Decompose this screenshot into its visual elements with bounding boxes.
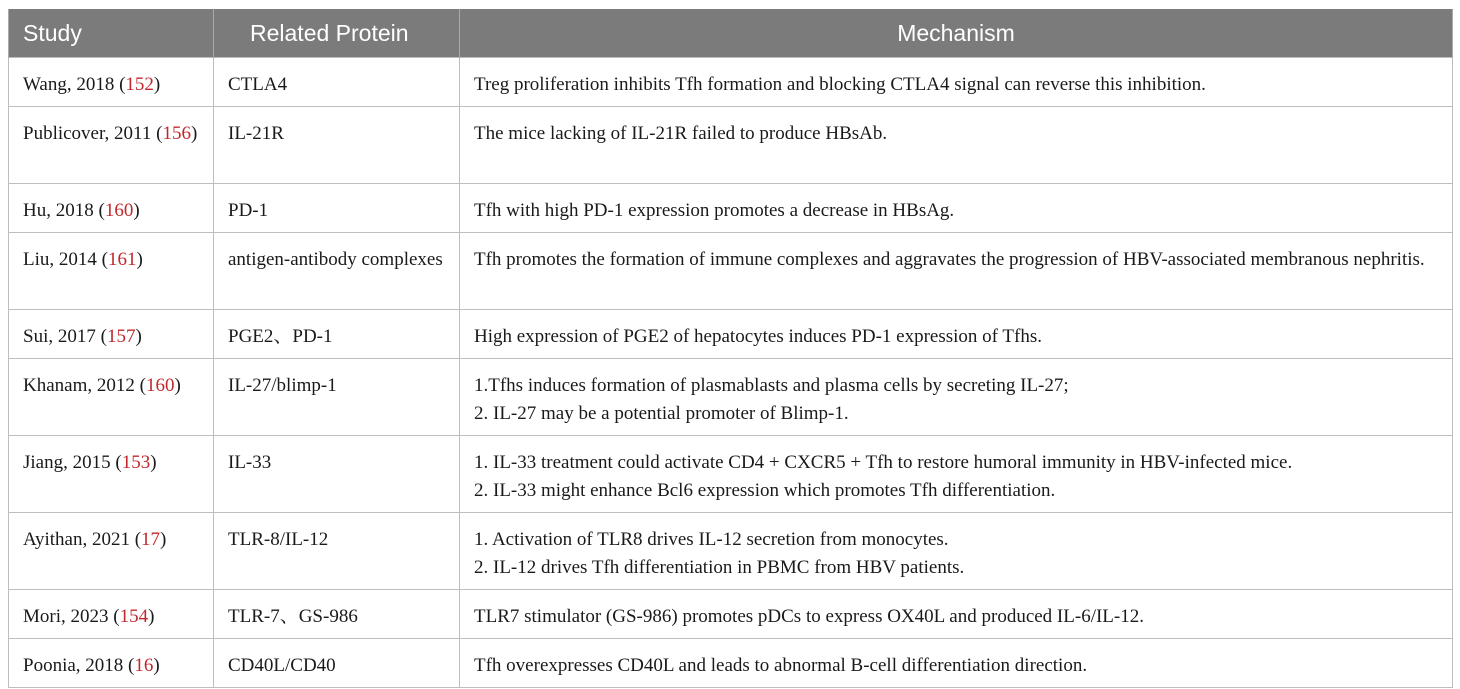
mechanism-line: 2. IL-33 might enhance Bcl6 expression which promotes Tfh differentiation. bbox=[474, 480, 1056, 501]
study-cell bbox=[9, 233, 214, 310]
mechanism-line: Tfh overexpresses CD40L and leads to abnormal B-cell differentiation direction. bbox=[474, 655, 1088, 676]
reference-link[interactable]: 154 bbox=[119, 606, 149, 627]
mechanism-line: 2. IL-12 drives Tfh differentiation in PBMC from HBV patients. bbox=[474, 557, 965, 578]
reference-link[interactable]: 16 bbox=[134, 655, 154, 676]
table-row bbox=[9, 58, 1453, 107]
reference-link[interactable]: 160 bbox=[145, 375, 175, 396]
study-author: Ayithan, 2021 ( bbox=[23, 529, 142, 550]
protein-cell: PD-1 bbox=[214, 184, 460, 233]
study-close: ) bbox=[133, 200, 140, 221]
mechanism-cell bbox=[460, 513, 1453, 590]
mechanism-cell bbox=[460, 639, 1453, 688]
table-row bbox=[9, 107, 1453, 184]
study-author: Liu, 2014 ( bbox=[23, 249, 108, 270]
mechanism-cell bbox=[460, 107, 1453, 184]
study-close: ) bbox=[148, 606, 155, 627]
study-cell bbox=[9, 184, 214, 233]
protein-cell: TLR-8/IL-12 bbox=[214, 513, 460, 590]
reference-link[interactable]: 152 bbox=[125, 74, 154, 95]
protein-cell: CTLA4 bbox=[214, 58, 460, 107]
header-row bbox=[9, 9, 1453, 58]
table-row bbox=[9, 513, 1453, 590]
study-close: ) bbox=[160, 529, 167, 550]
protein-cell: IL-21R bbox=[214, 107, 460, 184]
table-row bbox=[9, 359, 1453, 436]
mechanism-cell bbox=[460, 359, 1453, 436]
table-row bbox=[9, 310, 1453, 359]
protein-cell: PGE2、PD-1 bbox=[214, 310, 460, 359]
reference-link[interactable]: 157 bbox=[106, 326, 136, 347]
header-mechanism: Mechanism bbox=[460, 9, 1453, 58]
mechanism-cell bbox=[460, 233, 1453, 310]
reference-link[interactable]: 17 bbox=[141, 529, 161, 550]
mechanism-cell bbox=[460, 436, 1453, 513]
table-row bbox=[9, 590, 1453, 639]
study-close: ) bbox=[136, 249, 143, 270]
mechanism-line: 1.Tfhs induces formation of plasmablasts and plasma cells by secreting IL-27; bbox=[474, 375, 1069, 396]
mechanism-cell bbox=[460, 310, 1453, 359]
protein-cell: antigen-antibody complexes bbox=[214, 233, 460, 310]
reference-link[interactable]: 156 bbox=[162, 123, 191, 144]
study-close: ) bbox=[174, 375, 181, 396]
mechanism-line: Tfh promotes the formation of immune complexes and aggravates the progression of HBV-associated membranous nephritis. bbox=[474, 249, 1425, 270]
mechanism-cell bbox=[460, 184, 1453, 233]
study-cell bbox=[9, 513, 214, 590]
study-cell bbox=[9, 590, 214, 639]
study-author: Hu, 2018 ( bbox=[23, 200, 105, 221]
mechanism-line: High expression of PGE2 of hepatocytes induces PD-1 expression of Tfhs. bbox=[474, 326, 1042, 347]
study-cell bbox=[9, 436, 214, 513]
header-study: Study bbox=[9, 9, 214, 58]
reference-link[interactable]: 153 bbox=[121, 452, 151, 473]
study-cell bbox=[9, 107, 214, 184]
mechanism-line: Treg proliferation inhibits Tfh formation and blocking CTLA4 signal can reverse this inhibition. bbox=[474, 74, 1206, 95]
table-row bbox=[9, 639, 1453, 688]
header-related-protein: Related Protein bbox=[214, 9, 460, 58]
study-author: Sui, 2017 ( bbox=[23, 326, 107, 347]
study-cell bbox=[9, 359, 214, 436]
study-close: ) bbox=[190, 123, 198, 144]
table-row bbox=[9, 233, 1453, 310]
study-cell bbox=[9, 58, 214, 107]
study-table bbox=[8, 9, 1453, 688]
study-author: Poonia, 2018 ( bbox=[23, 655, 135, 676]
study-close: ) bbox=[150, 452, 157, 473]
mechanism-cell bbox=[460, 590, 1453, 639]
mechanism-cell bbox=[460, 58, 1453, 107]
mechanism-line: The mice lacking of IL-21R failed to produce HBsAb. bbox=[474, 123, 888, 144]
table-row bbox=[9, 436, 1453, 513]
study-cell bbox=[9, 310, 214, 359]
protein-cell: IL-27/blimp-1 bbox=[214, 359, 460, 436]
mechanism-line: Tfh with high PD-1 expression promotes a decrease in HBsAg. bbox=[474, 200, 955, 221]
study-close: ) bbox=[153, 74, 161, 95]
reference-link[interactable]: 161 bbox=[107, 249, 137, 270]
study-author: Wang, 2018 ( bbox=[23, 74, 126, 95]
table-row bbox=[9, 184, 1453, 233]
protein-cell: CD40L/CD40 bbox=[214, 639, 460, 688]
study-close: ) bbox=[135, 326, 142, 347]
reference-link[interactable]: 160 bbox=[104, 200, 134, 221]
study-author: Khanam, 2012 ( bbox=[23, 375, 146, 396]
protein-cell: IL-33 bbox=[214, 436, 460, 513]
mechanism-line: 1. Activation of TLR8 drives IL-12 secretion from monocytes. bbox=[474, 529, 949, 550]
study-author: Publicover, 2011 ( bbox=[23, 123, 163, 144]
study-author: Mori, 2023 ( bbox=[23, 606, 120, 627]
study-author: Jiang, 2015 ( bbox=[23, 452, 122, 473]
mechanism-line: 1. IL-33 treatment could activate CD4 + CXCR5 + Tfh to restore humoral immunity in HBV-infected mice. bbox=[474, 452, 1293, 473]
protein-cell: TLR-7、GS-986 bbox=[214, 590, 460, 639]
study-cell bbox=[9, 639, 214, 688]
mechanism-line: TLR7 stimulator (GS-986) promotes pDCs to express OX40L and produced IL-6/IL-12. bbox=[474, 606, 1144, 627]
mechanism-line: 2. IL-27 may be a potential promoter of Blimp-1. bbox=[474, 403, 849, 424]
study-close: ) bbox=[153, 655, 160, 676]
